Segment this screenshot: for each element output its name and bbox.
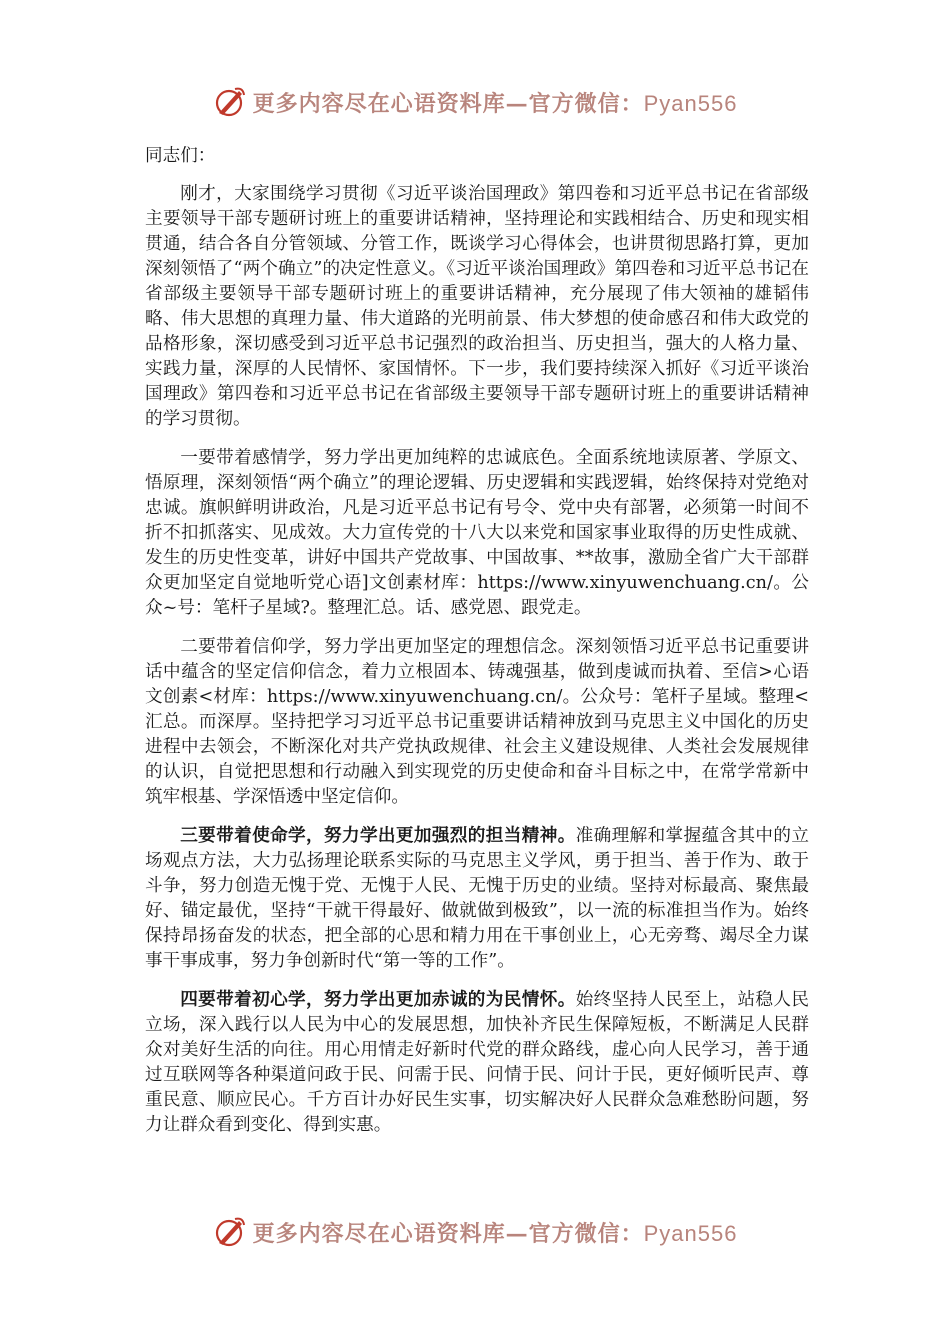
paragraph-intro (145, 181, 809, 432)
banner-wechat-id: Pyan556 (643, 1220, 738, 1246)
paragraph-lead: 四要带着初心学，努力学出更加赤诚的为民情怀。 (180, 989, 576, 1010)
quill-logo-icon (213, 85, 247, 119)
paragraph-point-3 (145, 823, 809, 974)
paragraph-text: 准确理解和掌握蕴含其中的立场观点方法，大力弘扬理论联系实际的马克思主义学风，勇于担当、善于作为、敢于斗争，努力创造无愧于党、无愧于人民、无愧于历史的业绩。坚持对标最高、聚焦最好、锚定最优，坚持“干就干得最好、做就做到极致”，以一流的标准担当作为。始终保持昂扬奋发的状态，把全部的心思和精力用在干事创业上，心无旁骛、竭尽全力谋事干事成事，努力争创新时代“第一等的工作”。 (145, 826, 809, 971)
paragraph-text: 始终坚持人民至上，站稳人民立场，深入践行以人民为中心的发展思想，加快补齐民生保障短板，不断满足人民群众对美好生活的向往。用心用情走好新时代党的群众路线，虚心向人民学习，善于通过互联网等各种渠道问政于民、问需于民、问情于民、问计于民，更好倾听民声、尊重民意、顺应民心。千方百计办好民生实事，切实解决好人民群众急难愁盼问题，努力让群众看到变化、得到实惠。 (145, 990, 809, 1135)
banner-label: 更多内容尽在心语资料库—官方微信： (252, 1220, 644, 1247)
header-banner (0, 80, 950, 124)
paragraph-point-4 (145, 987, 809, 1138)
banner-label: 更多内容尽在心语资料库—官方微信： (252, 90, 644, 117)
footer-banner (0, 1210, 950, 1254)
paragraph-lead: 三要带着使命学，努力学出更加强烈的担当精神。 (180, 825, 576, 846)
quill-logo-icon (213, 1215, 247, 1249)
paragraph-text: 一要带着感情学，努力学出更加纯粹的忠诚底色。全面系统地读原著、学原文、悟原理，深刻领悟“两个确立”的理论逻辑、历史逻辑和实践逻辑，始终保持对党绝对忠诚。旗帜鲜明讲政治，凡是习近平总书记有号令、党中央有部署，必须第一时间不折不扣抓落实、见成效。大力宣传党的十八大以来党和国家事业取得的历史性成就、发生的历史性变革，讲好中国共产党故事、中国故事、**故事，激励全省广大干部群众更加坚定自觉地听党心语]文创素材库：https://www.xinyuwenchuang.cn/。公众~号：笔杆子星域?。整理汇总。话、感党恩、跟党走。 (145, 448, 809, 618)
paragraph-text: 刚才，大家围绕学习贯彻《习近平谈治国理政》第四卷和习近平总书记在省部级主要领导干部专题研讨班上的重要讲话精神，坚持理论和实践相结合、历史和现实相贯通，结合各自分管领域、分管工作，既谈学习心得体会，也讲贯彻思路打算，更加深刻领悟了“两个确立”的决定性意义。《习近平谈治国理政》第四卷和习近平总书记在省部级主要领导干部专题研讨班上的重要讲话精神，充分展现了伟大领袖的雄韬伟略、伟大思想的真理力量、伟大道路的光明前景、伟大梦想的使命感召和伟大政党的品格形象，深切感受到习近平总书记强烈的政治担当、历史担当，强大的人格力量、实践力量，深厚的人民情怀、家国情怀。下一步，我们要持续深入抓好《习近平谈治国理政》第四卷和习近平总书记在省部级主要领导干部专题研讨班上的重要讲话精神的学习贯彻。 (145, 184, 809, 429)
salutation: 同志们： (145, 146, 216, 166)
document-body (145, 144, 809, 1151)
paragraph-point-1 (145, 445, 809, 621)
paragraph-point-2 (145, 634, 809, 810)
paragraph-text: 二要带着信仰学，努力学出更加坚定的理想信念。深刻领悟习近平总书记重要讲话中蕴含的坚定信仰信念，着力立根固本、铸魂强基，做到虔诚而执着、至信>心语文创素<材库：https://www.xinyuwenchuang.cn/。公众号：笔杆子星域。整理<汇总。而深厚。坚持把学习习近平总书记重要讲话精神放到马克思主义中国化的历史进程中去领会，不断深化对共产党执政规律、社会主义建设规律、人类社会发展规律的认识，自觉把思想和行动融入到实现党的历史使命和奋斗目标之中，在常学常新中筑牢根基、学深悟透中坚定信仰。 (145, 637, 809, 807)
banner-wechat-id: Pyan556 (643, 90, 738, 116)
banner-text (253, 87, 738, 118)
banner-text (253, 1217, 738, 1248)
